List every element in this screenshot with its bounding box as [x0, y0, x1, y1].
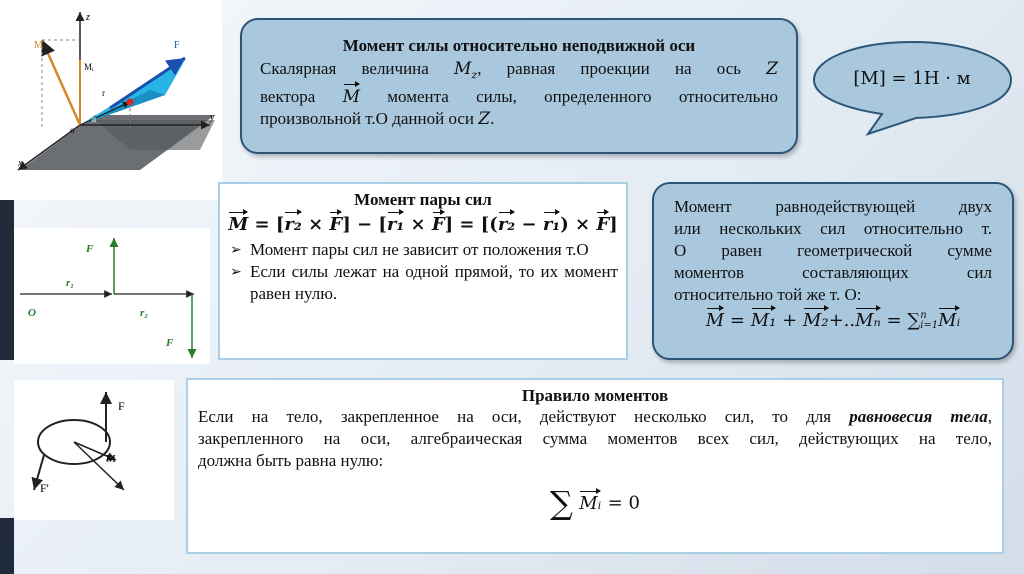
unit-lhs: [M] — [853, 68, 886, 89]
moment-vector — [42, 40, 80, 125]
svg-text:F: F — [118, 399, 125, 413]
svg-text:o: o — [70, 125, 75, 135]
decor-stripe-bottom — [0, 518, 14, 574]
decor-stripe-top — [0, 200, 14, 360]
box-couple — [218, 182, 628, 360]
box-title: Правило моментов — [521, 386, 669, 405]
text-line: вектора M момента силы, определенного относительно — [260, 87, 779, 108]
text-line: произвольной т.О данной оси Z. — [260, 109, 495, 130]
text-line: закрепленного на оси, алгебраическая сумма моментов всех сил, действующих на тело, — [198, 429, 992, 448]
svg-text:F': F' — [40, 481, 49, 495]
svg-text:F: F — [174, 40, 180, 51]
text-line: Момент равнодействующей двух — [674, 197, 992, 216]
couple-bullets — [228, 239, 618, 305]
svg-text:M: M — [106, 453, 116, 465]
text-line: О равен геометрической сумме — [674, 241, 992, 260]
box-rule — [186, 378, 1004, 554]
svg-text:x: x — [18, 158, 23, 169]
callout-unit — [806, 38, 1018, 136]
box-moment-axis — [240, 18, 798, 154]
svg-text:Mᵢ: Mᵢ — [84, 62, 94, 72]
box-resultant — [652, 182, 1014, 360]
svg-text:r₂: r₂ — [140, 307, 149, 319]
text-line: моментов составляющих сил — [674, 263, 992, 282]
svg-text:z: z — [86, 12, 90, 23]
list-item: ➢ Момент пары сил не зависит от положения т.О — [230, 240, 589, 259]
svg-text:O: O — [28, 307, 36, 319]
rule-formula: ∑ Mᵢ = 0 — [550, 484, 640, 522]
figure-moment-rule — [14, 380, 174, 520]
resultant-formula: M = M₁ + M₂+..Mₙ = ∑ n i=1 Mᵢ — [705, 310, 961, 331]
text-line: Скалярная величина $M_z$, равная проекции на ось Z — [260, 59, 779, 82]
svg-text:F: F — [166, 337, 174, 349]
svg-text:y: y — [210, 112, 215, 123]
text-line: или нескольких сил относительно т. — [674, 219, 992, 238]
list-item: ➢ Если силы лежат на одной прямой, то их момент равен нулю. — [230, 262, 618, 303]
unit-rhs: = 1Н · м — [885, 68, 971, 89]
text-line: Если на тело, закрепленное на оси, действуют несколько сил, то для равновесия тела, — [198, 407, 992, 426]
svg-text:r₁: r₁ — [66, 277, 75, 289]
svg-text:α: α — [92, 115, 97, 124]
figure-couple — [14, 228, 210, 364]
text-line: относительно той же т. О: — [674, 285, 862, 304]
box-title: Момент силы относительно неподвижной оси — [342, 36, 696, 55]
box-title: Момент пары сил — [354, 190, 492, 209]
svg-text:r: r — [102, 88, 105, 98]
svg-text:F: F — [86, 243, 94, 255]
figure-moment-axis — [0, 0, 222, 200]
svg-text:M: M — [34, 40, 43, 51]
couple-formula: M = [r₂ × F] − [r₁ × F] = [(r₂ − r₁) × F] — [228, 214, 618, 235]
emphasis-text: равновесия тела — [849, 407, 988, 426]
text-line: должна быть равна нулю: — [198, 451, 384, 470]
